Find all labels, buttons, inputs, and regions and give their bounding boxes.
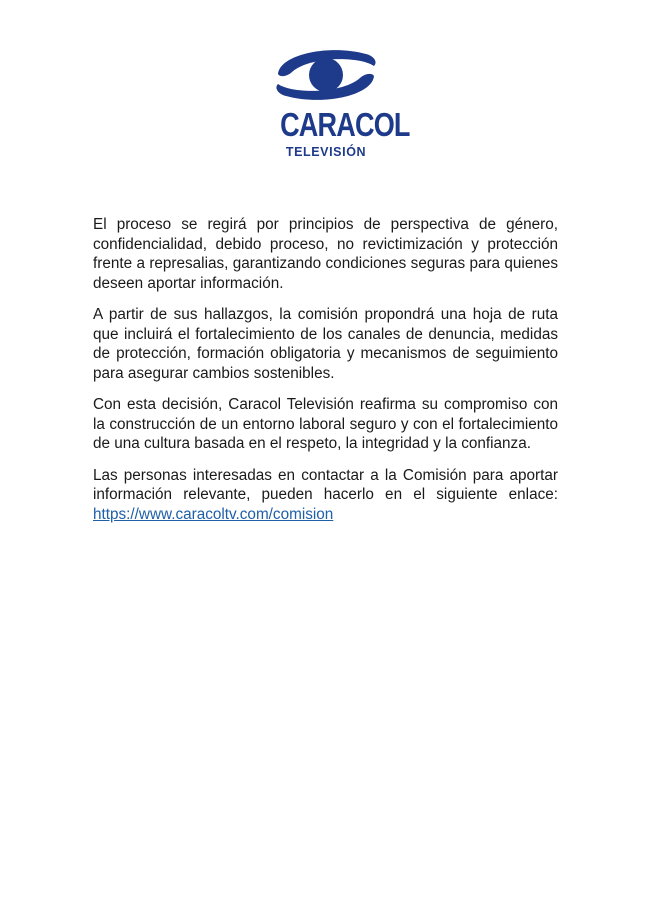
commission-link[interactable]: https://www.caracoltv.com/comision bbox=[93, 505, 334, 523]
paragraph: Con esta decisión, Caracol Televisión reafirma su compromiso con la construcción de un entorno laboral seguro y con el fortalecimiento de una cultura basada en el respeto, la integridad y la confianza. bbox=[93, 396, 558, 452]
logo-brand-text: CARACOL bbox=[280, 106, 410, 143]
paragraph-contact-text: Las personas interesadas en contactar a la Comisión para aportar información relevante, pueden hacerlo en el siguiente enlace: bbox=[93, 466, 558, 503]
caracol-logo bbox=[270, 44, 410, 164]
document-body bbox=[93, 215, 558, 536]
paragraph: El proceso se regirá por principios de perspectiva de género, confidencialidad, debido proceso, no revictimización y protección frente a represalias, garantizando condiciones seguras para quienes deseen aportar información. bbox=[93, 216, 558, 292]
logo-subtitle-text: TELEVISIÓN bbox=[285, 145, 367, 159]
paragraph-contact bbox=[93, 466, 558, 525]
caracol-eye-logo-icon bbox=[270, 44, 382, 106]
paragraph: A partir de sus hallazgos, la comisión propondrá una hoja de ruta que incluirá el fortalecimiento de los canales de denuncia, medidas de protección, formación obligatoria y mecanismos de seguimiento para asegurar cambios sostenibles. bbox=[93, 306, 558, 382]
